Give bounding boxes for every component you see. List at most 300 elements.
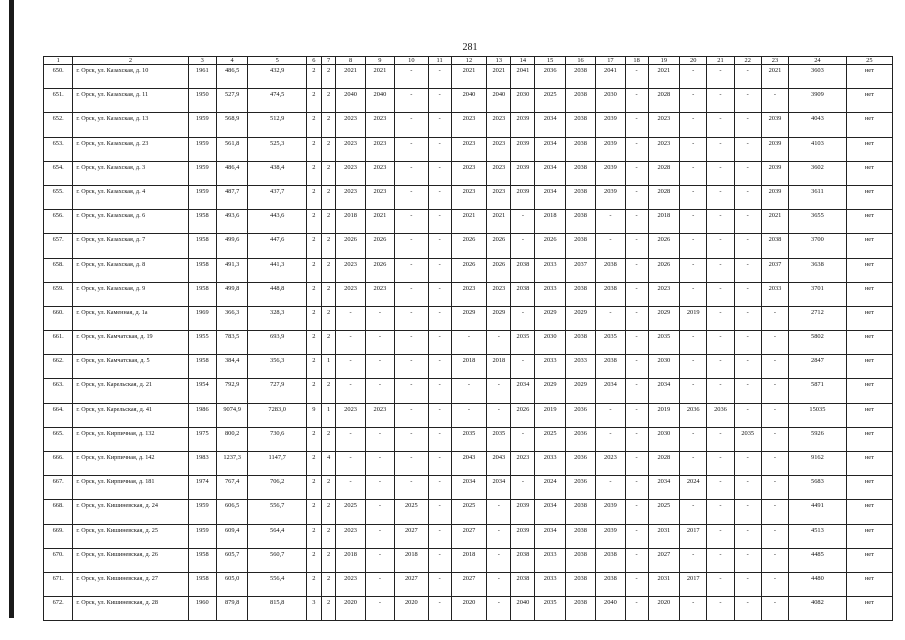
table-cell: 2023 (336, 161, 365, 185)
table-cell: 2029 (565, 379, 595, 403)
table-cell: нет (846, 500, 892, 524)
table-cell: - (395, 331, 429, 355)
table-cell: 2038 (565, 282, 595, 306)
table-cell: 2039 (596, 500, 625, 524)
column-number-9: 9 (365, 57, 394, 65)
table-row (44, 597, 893, 621)
table-cell: - (707, 89, 734, 113)
table-cell: 2038 (511, 572, 535, 596)
table-cell: 2025 (648, 500, 679, 524)
table-cell: 4 (321, 452, 336, 476)
table-cell: 2038 (565, 161, 595, 185)
row-number-cell: 656. (44, 210, 73, 234)
table-cell: 499,6 (216, 234, 247, 258)
table-row (44, 500, 893, 524)
table-cell: 443,6 (248, 210, 307, 234)
table-cell: 2 (307, 452, 322, 476)
table-cell: - (734, 161, 761, 185)
table-cell: - (625, 379, 648, 403)
table-cell: - (707, 500, 734, 524)
table-cell: 2033 (535, 572, 565, 596)
table-cell: 1958 (188, 548, 216, 572)
table-cell: 2033 (535, 452, 565, 476)
table-cell: - (734, 572, 761, 596)
table-cell: - (625, 161, 648, 185)
table-cell: - (365, 572, 394, 596)
address-cell: г. Орск, ул. Кишиневская, д. 26 (73, 548, 188, 572)
table-cell: 2031 (648, 572, 679, 596)
table-cell: 783,5 (216, 331, 247, 355)
table-cell: 1958 (188, 258, 216, 282)
table-cell: - (428, 452, 451, 476)
row-number-cell: 671. (44, 572, 73, 596)
table-cell: нет (846, 89, 892, 113)
row-number-cell: 660. (44, 306, 73, 330)
table-cell: - (395, 427, 429, 451)
column-number-11: 11 (428, 57, 451, 65)
table-cell: - (625, 452, 648, 476)
table-cell: 2040 (511, 597, 535, 621)
table-cell: 2023 (336, 185, 365, 209)
table-cell: 2040 (596, 597, 625, 621)
table-row (44, 355, 893, 379)
table-cell: 1959 (188, 137, 216, 161)
table-cell: - (734, 500, 761, 524)
table-cell: - (625, 572, 648, 596)
address-cell: г. Орск, ул. Карельская, д. 21 (73, 379, 188, 403)
table-cell: - (707, 65, 734, 89)
table-cell: 2040 (365, 89, 394, 113)
table-cell: - (680, 379, 707, 403)
table-cell: - (395, 185, 429, 209)
table-cell: 2034 (648, 476, 679, 500)
table-cell: нет (846, 331, 892, 355)
table-cell: 2 (307, 89, 322, 113)
table-cell: - (625, 210, 648, 234)
table-cell: 2026 (451, 234, 487, 258)
table-cell: 4513 (789, 524, 847, 548)
table-cell: 792,9 (216, 379, 247, 403)
table-cell: 2037 (565, 258, 595, 282)
column-number-7: 7 (321, 57, 336, 65)
table-cell: 2 (321, 282, 336, 306)
row-number-cell: 650. (44, 65, 73, 89)
table-cell: 2021 (761, 210, 788, 234)
column-number-17: 17 (596, 57, 625, 65)
table-cell: 2039 (761, 185, 788, 209)
table-cell: - (625, 89, 648, 113)
table-cell: 2021 (365, 210, 394, 234)
address-cell: г. Орск, ул. Казахская, д. 9 (73, 282, 188, 306)
table-cell: - (680, 597, 707, 621)
table-cell: нет (846, 597, 892, 621)
table-cell: 2034 (511, 379, 535, 403)
table-cell: 2033 (535, 355, 565, 379)
table-cell: - (395, 161, 429, 185)
table-cell: - (707, 597, 734, 621)
address-cell: г. Орск, ул. Кирпичная, д. 181 (73, 476, 188, 500)
table-cell: 2035 (535, 597, 565, 621)
table-cell: - (734, 355, 761, 379)
table-cell: - (625, 500, 648, 524)
table-cell: - (451, 331, 487, 355)
table-cell: 2026 (365, 258, 394, 282)
table-cell: - (625, 403, 648, 427)
table-cell: - (365, 331, 394, 355)
table-cell: 2034 (535, 137, 565, 161)
table-cell: 2 (321, 331, 336, 355)
table-cell: 2023 (336, 572, 365, 596)
table-cell: - (734, 210, 761, 234)
table-cell: - (680, 137, 707, 161)
table-cell: - (680, 548, 707, 572)
column-number-22: 22 (734, 57, 761, 65)
table-cell: 2026 (535, 234, 565, 258)
table-cell: - (625, 427, 648, 451)
table-cell: 2027 (395, 572, 429, 596)
table-cell: 560,7 (248, 548, 307, 572)
table-cell: 2029 (535, 379, 565, 403)
table-row (44, 258, 893, 282)
table-cell: нет (846, 234, 892, 258)
table-cell: 2 (321, 234, 336, 258)
table-cell: нет (846, 137, 892, 161)
table-cell: 4082 (789, 597, 847, 621)
table-cell: нет (846, 427, 892, 451)
address-cell: г. Орск, ул. Кишиневская, д. 25 (73, 524, 188, 548)
table-cell: 1975 (188, 427, 216, 451)
table-cell: 605,0 (216, 572, 247, 596)
table-cell: нет (846, 355, 892, 379)
table-cell: - (625, 597, 648, 621)
table-cell: 2034 (596, 379, 625, 403)
table-cell: 2 (307, 137, 322, 161)
table-cell: 2038 (565, 597, 595, 621)
table-cell: - (734, 524, 761, 548)
table-cell: 564,4 (248, 524, 307, 548)
table-cell: нет (846, 476, 892, 500)
table-cell: 512,9 (248, 113, 307, 137)
table-cell: 2025 (535, 89, 565, 113)
table-cell: нет (846, 379, 892, 403)
row-number-cell: 667. (44, 476, 73, 500)
table-cell: - (365, 379, 394, 403)
table-cell: - (428, 403, 451, 427)
table-row (44, 65, 893, 89)
table-cell: - (487, 500, 511, 524)
table-cell: 2039 (511, 113, 535, 137)
table-cell: - (336, 379, 365, 403)
table-cell: 2 (307, 572, 322, 596)
table-cell: - (761, 331, 788, 355)
table-cell: - (761, 452, 788, 476)
table-cell: 2020 (648, 597, 679, 621)
table-cell: 2021 (451, 65, 487, 89)
table-cell: 2020 (336, 597, 365, 621)
table-cell: 2020 (395, 597, 429, 621)
table-cell: 4491 (789, 500, 847, 524)
table-cell: - (428, 282, 451, 306)
table-cell: - (734, 65, 761, 89)
table-cell: 2023 (365, 137, 394, 161)
table-cell: 2023 (451, 113, 487, 137)
table-cell: 2039 (761, 113, 788, 137)
table-cell: 706,2 (248, 476, 307, 500)
table-cell: - (707, 306, 734, 330)
table-cell: - (487, 572, 511, 596)
table-cell: - (680, 355, 707, 379)
table-cell: - (734, 282, 761, 306)
table-cell: - (428, 65, 451, 89)
table-cell: 2043 (451, 452, 487, 476)
table-cell: 727,9 (248, 379, 307, 403)
table-cell: 2 (321, 161, 336, 185)
table-cell: 2 (321, 379, 336, 403)
table-cell: - (625, 306, 648, 330)
table-cell: 2026 (365, 234, 394, 258)
table-cell: - (365, 306, 394, 330)
table-row (44, 572, 893, 596)
table-cell: 1955 (188, 331, 216, 355)
row-number-cell: 669. (44, 524, 73, 548)
table-cell: 1986 (188, 403, 216, 427)
table-cell: 767,4 (216, 476, 247, 500)
table-cell: 1950 (188, 89, 216, 113)
table-cell: - (395, 476, 429, 500)
row-number-cell: 654. (44, 161, 73, 185)
table-cell: нет (846, 572, 892, 596)
table-cell: 328,3 (248, 306, 307, 330)
table-cell: 556,4 (248, 572, 307, 596)
table-cell: - (428, 258, 451, 282)
table-cell: 2019 (648, 403, 679, 427)
column-number-12: 12 (451, 57, 487, 65)
table-cell: 2030 (511, 89, 535, 113)
table-cell: 2035 (734, 427, 761, 451)
table-cell: 2 (307, 65, 322, 89)
table-row (44, 89, 893, 113)
table-cell: 491,3 (216, 258, 247, 282)
table-cell: 556,7 (248, 500, 307, 524)
table-cell: - (680, 452, 707, 476)
table-cell: 2029 (565, 306, 595, 330)
table-cell: - (761, 597, 788, 621)
table-cell: 1147,7 (248, 452, 307, 476)
table-cell: - (707, 113, 734, 137)
table-cell: 2023 (336, 403, 365, 427)
table-cell: 2 (307, 331, 322, 355)
table-cell: - (625, 137, 648, 161)
table-cell: 2023 (336, 524, 365, 548)
table-cell: 2023 (511, 452, 535, 476)
table-cell: 9162 (789, 452, 847, 476)
address-cell: г. Орск, ул. Кирпичная, д. 132 (73, 427, 188, 451)
table-cell: - (761, 306, 788, 330)
column-number-13: 13 (487, 57, 511, 65)
table-cell: - (596, 427, 625, 451)
table-cell: 2033 (565, 355, 595, 379)
table-cell: 3700 (789, 234, 847, 258)
table-cell: 2 (321, 258, 336, 282)
table-cell: - (734, 185, 761, 209)
table-cell: - (734, 89, 761, 113)
table-cell: - (625, 331, 648, 355)
table-cell: - (336, 355, 365, 379)
table-cell: 2 (321, 137, 336, 161)
table-cell: 568,9 (216, 113, 247, 137)
address-cell: г. Орск, ул. Казахская, д. 6 (73, 210, 188, 234)
table-cell: нет (846, 161, 892, 185)
table-cell: 2 (307, 210, 322, 234)
table-cell: нет (846, 113, 892, 137)
column-number-24: 24 (789, 57, 847, 65)
table-cell: - (625, 113, 648, 137)
table-row (44, 234, 893, 258)
row-number-cell: 661. (44, 331, 73, 355)
table-cell: - (761, 355, 788, 379)
table-cell: 2036 (707, 403, 734, 427)
table-cell: 493,6 (216, 210, 247, 234)
column-number-10: 10 (395, 57, 429, 65)
table-cell: - (680, 210, 707, 234)
table-cell: - (707, 427, 734, 451)
table-cell: 438,4 (248, 161, 307, 185)
column-number-5: 5 (248, 57, 307, 65)
address-cell: г. Орск, ул. Кишиневская, д. 28 (73, 597, 188, 621)
table-cell: 2021 (487, 65, 511, 89)
table-cell: - (428, 185, 451, 209)
table-cell: - (761, 548, 788, 572)
table-cell: 2030 (648, 355, 679, 379)
table-cell: 2 (307, 161, 322, 185)
table-cell: 1959 (188, 500, 216, 524)
address-cell: г. Орск, ул. Каменная, д. 1а (73, 306, 188, 330)
table-cell: 2026 (511, 403, 535, 427)
table-cell: 486,5 (216, 65, 247, 89)
table-cell: 2023 (365, 185, 394, 209)
table-cell: - (596, 476, 625, 500)
table-cell: - (761, 427, 788, 451)
table-cell: 2025 (535, 427, 565, 451)
table-cell: 2 (307, 427, 322, 451)
table-cell: 2039 (511, 524, 535, 548)
table-cell: 3611 (789, 185, 847, 209)
table-cell: 2 (307, 258, 322, 282)
table-cell: - (336, 427, 365, 451)
table-cell: 2024 (680, 476, 707, 500)
table-cell: 2037 (761, 258, 788, 282)
table-cell: 879,8 (216, 597, 247, 621)
table-cell: 2041 (596, 65, 625, 89)
table-cell: 2027 (451, 572, 487, 596)
address-cell: г. Орск, ул. Казахская, д. 7 (73, 234, 188, 258)
table-cell: 1974 (188, 476, 216, 500)
table-cell: 693,9 (248, 331, 307, 355)
table-cell: 2021 (336, 65, 365, 89)
table-cell: 4485 (789, 548, 847, 572)
table-cell: - (625, 234, 648, 258)
table-cell: - (680, 65, 707, 89)
table-cell: 2021 (365, 65, 394, 89)
table-cell: - (395, 89, 429, 113)
table-cell: 2033 (761, 282, 788, 306)
table-cell: 2029 (648, 306, 679, 330)
table-cell: 2036 (535, 65, 565, 89)
table-cell: 2038 (565, 65, 595, 89)
table-cell: 2038 (565, 89, 595, 113)
table-cell: - (428, 572, 451, 596)
table-cell: - (707, 210, 734, 234)
table-cell: 2025 (336, 500, 365, 524)
column-number-23: 23 (761, 57, 788, 65)
column-number-row (44, 57, 893, 65)
table-cell: - (395, 258, 429, 282)
table-cell: 1961 (188, 65, 216, 89)
table-cell: 499,8 (216, 282, 247, 306)
address-cell: г. Орск, ул. Камчатская, д. 5 (73, 355, 188, 379)
table-cell: - (487, 403, 511, 427)
table-cell: 2 (307, 355, 322, 379)
table-cell: - (428, 89, 451, 113)
page-number: 281 (462, 42, 478, 53)
table-cell: - (734, 597, 761, 621)
table-cell: 2018 (336, 548, 365, 572)
column-number-19: 19 (648, 57, 679, 65)
table-cell: 2018 (451, 355, 487, 379)
table-cell: - (680, 113, 707, 137)
table-cell: 2038 (565, 137, 595, 161)
table-cell: 2035 (487, 427, 511, 451)
table-cell: 2039 (761, 161, 788, 185)
table-cell: - (707, 161, 734, 185)
table-cell: 1959 (188, 113, 216, 137)
column-number-16: 16 (565, 57, 595, 65)
table-cell: - (761, 89, 788, 113)
row-number-cell: 672. (44, 597, 73, 621)
table-cell: 2038 (565, 524, 595, 548)
table-cell: 2 (321, 548, 336, 572)
table-cell: - (487, 379, 511, 403)
table-cell: - (395, 282, 429, 306)
table-cell: 2 (307, 113, 322, 137)
table-cell: 2038 (565, 185, 595, 209)
table-cell: 15035 (789, 403, 847, 427)
table-cell: - (625, 258, 648, 282)
table-cell: 2 (321, 524, 336, 548)
column-number-1: 1 (44, 57, 73, 65)
table-cell: - (707, 476, 734, 500)
table-cell: 2033 (535, 548, 565, 572)
table-cell: 447,6 (248, 234, 307, 258)
table-cell: - (428, 331, 451, 355)
column-number-25: 25 (846, 57, 892, 65)
table-cell: нет (846, 258, 892, 282)
table-cell: - (428, 524, 451, 548)
table-cell: 1960 (188, 597, 216, 621)
table-cell: 2030 (535, 331, 565, 355)
table-cell: 2028 (648, 452, 679, 476)
table-cell: 3603 (789, 65, 847, 89)
table-cell: - (395, 452, 429, 476)
table-cell: - (680, 161, 707, 185)
table-cell: 2023 (336, 137, 365, 161)
table-cell: - (365, 597, 394, 621)
table-cell: нет (846, 452, 892, 476)
table-cell: 2038 (565, 500, 595, 524)
table-cell: 2018 (336, 210, 365, 234)
table-cell: 2034 (648, 379, 679, 403)
table-cell: - (395, 403, 429, 427)
